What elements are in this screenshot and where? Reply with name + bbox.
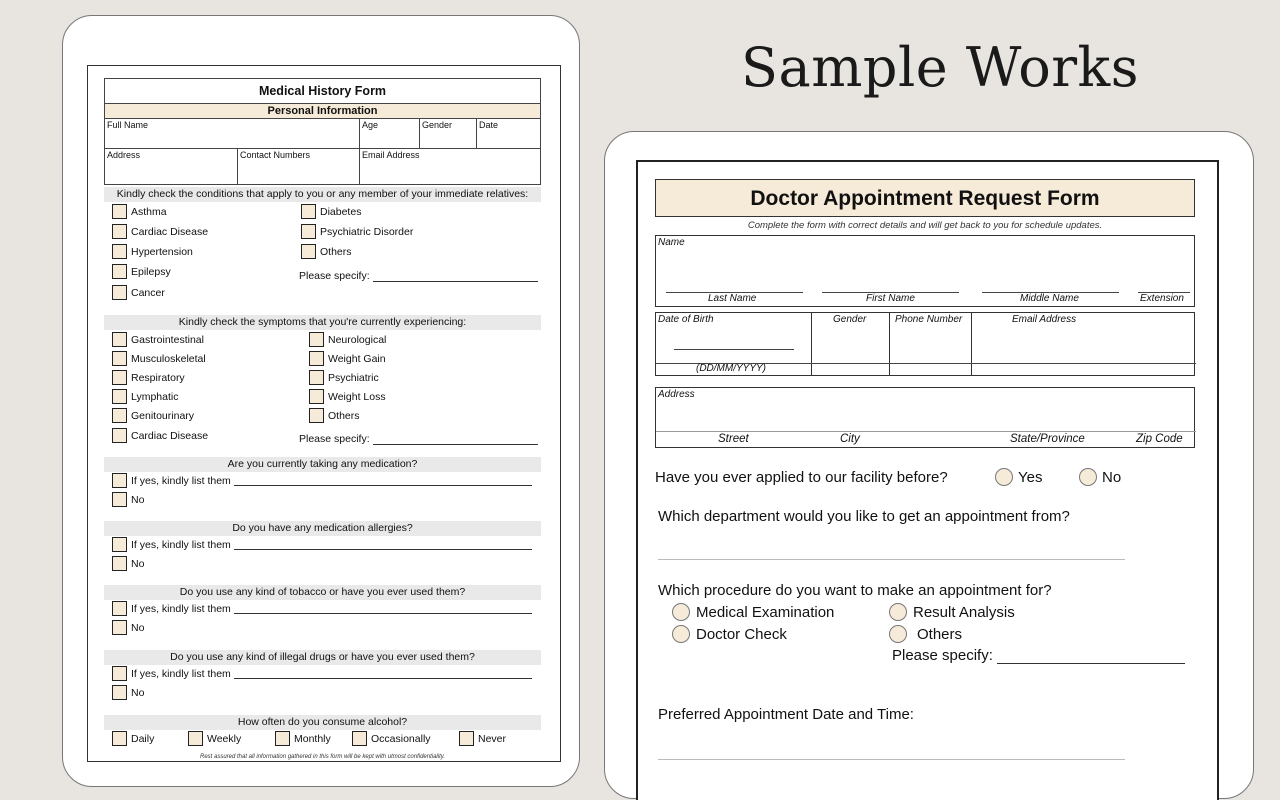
if-yes-option[interactable]: If yes, kindly list them	[112, 666, 532, 681]
procedure-option[interactable]: Doctor Check	[672, 625, 787, 643]
radio-icon	[672, 625, 690, 643]
if-yes-option[interactable]: If yes, kindly list them	[112, 473, 532, 488]
address-line	[656, 431, 1196, 432]
condition-checkbox[interactable]: Epilepsy	[112, 264, 171, 279]
checkbox-icon	[301, 204, 316, 219]
personal-row-1	[104, 118, 541, 148]
checkbox-icon	[112, 492, 127, 507]
checkbox-icon	[309, 389, 324, 404]
age-field[interactable]: Age	[360, 119, 420, 148]
checkbox-icon	[112, 685, 127, 700]
section-header: Personal Information	[104, 103, 541, 118]
department-question: Which department would you like to get an appointment from?	[658, 508, 1070, 525]
yes-option[interactable]: Yes	[995, 468, 1042, 486]
specify-line	[373, 272, 538, 282]
name-box[interactable]	[655, 235, 1195, 307]
no-option[interactable]: No	[112, 620, 144, 635]
checkbox-icon	[112, 408, 127, 423]
answer-line	[234, 540, 532, 550]
email-label: Email Address	[1012, 314, 1077, 325]
personal-box[interactable]	[655, 312, 1195, 376]
condition-checkbox[interactable]: Psychiatric Disorder	[301, 224, 413, 239]
checkbox-icon	[301, 244, 316, 259]
question-allergies: Do you have any medication allergies?	[104, 521, 541, 536]
medical-history-form	[104, 78, 541, 762]
symptom-checkbox[interactable]: Gastrointestinal	[112, 332, 204, 347]
checkbox-icon	[112, 370, 127, 385]
conditions-specify[interactable]: Please specify:	[299, 270, 538, 282]
checkbox-icon	[309, 351, 324, 366]
radio-icon	[889, 625, 907, 643]
answer-line	[234, 476, 532, 486]
extension-caption: Extension	[1140, 293, 1184, 304]
checkbox-icon	[275, 731, 290, 746]
street-caption: Street	[718, 433, 749, 445]
no-option[interactable]: No	[112, 685, 144, 700]
no-option[interactable]: No	[112, 492, 144, 507]
name-label: Name	[658, 237, 685, 248]
answer-line	[234, 669, 532, 679]
answer-line	[234, 604, 532, 614]
condition-checkbox[interactable]: Cancer	[112, 285, 165, 300]
if-yes-option[interactable]: If yes, kindly list them	[112, 601, 532, 616]
checkbox-icon	[309, 370, 324, 385]
gender-label: Gender	[833, 314, 867, 325]
condition-checkbox[interactable]: Hypertension	[112, 244, 193, 259]
contact-field[interactable]: Contact Numbers	[238, 149, 360, 184]
condition-checkbox[interactable]: Asthma	[112, 204, 167, 219]
symptom-checkbox[interactable]: Respiratory	[112, 370, 185, 385]
symptom-checkbox[interactable]: Others	[309, 408, 360, 423]
checkbox-icon	[112, 428, 127, 443]
if-yes-option[interactable]: If yes, kindly list them	[112, 537, 532, 552]
department-answer-line[interactable]	[658, 559, 1125, 560]
symptom-checkbox[interactable]: Weight Gain	[309, 351, 386, 366]
column-divider	[971, 313, 972, 375]
checkbox-icon	[112, 601, 127, 616]
question-medication: Are you currently taking any medication?	[104, 457, 541, 472]
procedure-option[interactable]: Others	[889, 625, 962, 643]
no-option[interactable]: No	[1079, 468, 1121, 486]
radio-icon	[672, 603, 690, 621]
specify-line	[373, 435, 538, 445]
appointment-request-form	[655, 179, 1195, 723]
radio-icon	[995, 468, 1013, 486]
preferred-question: Preferred Appointment Date and Time:	[658, 706, 914, 723]
phone-label: Phone Number	[895, 314, 963, 325]
applied-question: Have you ever applied to our facility before?	[655, 469, 948, 486]
radio-icon	[1079, 468, 1097, 486]
procedure-question: Which procedure do you want to make an appointment for?	[658, 582, 1052, 599]
symptom-checkbox[interactable]: Musculoskeletal	[112, 351, 206, 366]
checkbox-icon	[112, 620, 127, 635]
form-note: Complete the form with correct details and will get back to you for schedule updates.	[747, 220, 1103, 231]
column-divider	[811, 313, 812, 375]
radio-icon	[889, 603, 907, 621]
dob-line	[674, 349, 794, 350]
checkbox-icon	[112, 204, 127, 219]
zip-caption: Zip Code	[1136, 433, 1183, 445]
conditions-prompt: Kindly check the conditions that apply to you or any member of your immediate relatives:	[104, 187, 541, 202]
procedure-option[interactable]: Medical Examination	[672, 603, 834, 621]
checkbox-icon	[112, 666, 127, 681]
alcohol-option[interactable]: Occasionally	[352, 731, 431, 746]
alcohol-prompt: How often do you consume alcohol?	[104, 715, 541, 730]
page-heading: Sample Works	[741, 36, 1139, 99]
footer-note: Rest assured that all information gathered in this form will be kept with utmost confidentiality.	[199, 754, 445, 760]
symptom-checkbox[interactable]: Cardiac Disease	[112, 428, 208, 443]
question-tobacco: Do you use any kind of tobacco or have you ever used them?	[104, 585, 541, 600]
checkbox-icon	[301, 224, 316, 239]
checkbox-icon	[112, 389, 127, 404]
symptoms-specify[interactable]: Please specify:	[299, 433, 538, 445]
checkbox-icon	[112, 332, 127, 347]
condition-checkbox[interactable]: Diabetes	[301, 204, 361, 219]
no-option[interactable]: No	[112, 556, 144, 571]
symptom-checkbox[interactable]: Genitourinary	[112, 408, 194, 423]
form-title: Doctor Appointment Request Form	[655, 179, 1195, 217]
checkbox-icon	[112, 731, 127, 746]
checkbox-icon	[112, 537, 127, 552]
checkbox-icon	[112, 351, 127, 366]
condition-checkbox[interactable]: Others	[301, 244, 352, 259]
checkbox-icon	[112, 224, 127, 239]
procedure-specify[interactable]: Please specify:	[892, 647, 1185, 664]
question-drugs: Do you use any kind of illegal drugs or have you ever used them?	[104, 650, 541, 665]
dob-label: Date of Birth	[658, 314, 714, 325]
date-field[interactable]: Date	[479, 120, 499, 130]
first-name-caption: First Name	[866, 293, 915, 304]
alcohol-option[interactable]: Monthly	[275, 731, 331, 746]
full-name-field[interactable]: Full Name	[105, 119, 360, 148]
checkbox-icon	[352, 731, 367, 746]
condition-checkbox[interactable]: Cardiac Disease	[112, 224, 208, 239]
middle-name-caption: Middle Name	[1020, 293, 1079, 304]
state-caption: State/Province	[1010, 433, 1085, 445]
preferred-answer-line[interactable]	[658, 759, 1125, 760]
address-label: Address	[658, 389, 695, 400]
symptom-checkbox[interactable]: Lymphatic	[112, 389, 178, 404]
procedure-option[interactable]: Result Analysis	[889, 603, 1015, 621]
alcohol-option[interactable]: Never	[459, 731, 506, 746]
symptom-checkbox[interactable]: Neurological	[309, 332, 386, 347]
symptom-checkbox[interactable]: Psychiatric	[309, 370, 379, 385]
checkbox-icon	[112, 264, 127, 279]
address-field[interactable]: Address	[105, 149, 238, 184]
personal-row-2	[104, 148, 541, 185]
form-title: Medical History Form	[104, 78, 541, 103]
last-name-caption: Last Name	[708, 293, 757, 304]
gender-field[interactable]: Gender	[420, 119, 477, 148]
symptom-checkbox[interactable]: Weight Loss	[309, 389, 386, 404]
email-field[interactable]: Email Address	[362, 150, 420, 160]
address-box[interactable]	[655, 387, 1195, 448]
checkbox-icon	[309, 332, 324, 347]
checkbox-icon	[112, 556, 127, 571]
column-divider	[889, 313, 890, 375]
checkbox-icon	[309, 408, 324, 423]
symptoms-prompt: Kindly check the symptoms that you're currently experiencing:	[104, 315, 541, 330]
specify-line	[997, 650, 1185, 664]
checkbox-icon	[459, 731, 474, 746]
checkbox-icon	[112, 285, 127, 300]
checkbox-icon	[112, 244, 127, 259]
checkbox-icon	[188, 731, 203, 746]
alcohol-option[interactable]: Daily	[112, 731, 154, 746]
checkbox-icon	[112, 473, 127, 488]
dob-format: (DD/MM/YYYY)	[696, 363, 766, 374]
alcohol-option[interactable]: Weekly	[188, 731, 241, 746]
city-caption: City	[840, 433, 860, 445]
